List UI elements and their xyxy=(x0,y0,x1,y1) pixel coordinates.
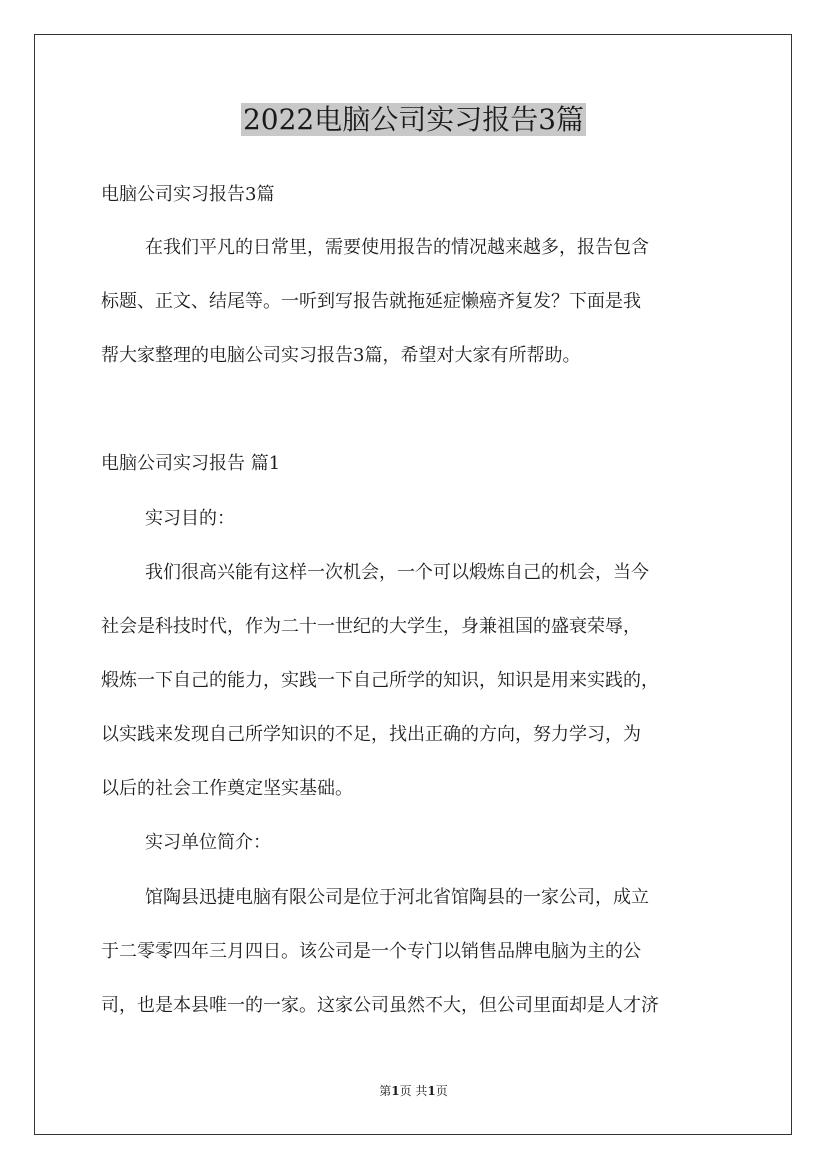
page-footer xyxy=(0,1083,827,1099)
unit-heading: 实习单位简介： xyxy=(145,832,271,853)
unit-line-2: 于二零零四年三月四日。该公司是一个专门以销售品牌电脑为主的公 xyxy=(101,941,641,962)
document-title xyxy=(0,100,827,140)
purpose-line-3: 煅炼一下自己的能力，实践一下自己所学的知识，知识是用来实践的， xyxy=(101,670,659,691)
purpose-heading: 实习目的： xyxy=(145,508,235,529)
purpose-line-1: 我们很高兴能有这样一次机会，一个可以煅炼自己的机会，当今 xyxy=(145,562,649,583)
purpose-line-4: 以实践来发现自己所学知识的不足，找出正确的方向，努力学习，为 xyxy=(101,724,641,745)
intro-line-1: 在我们平凡的日常里，需要使用报告的情况越来越多，报告包含 xyxy=(145,237,649,258)
unit-line-1: 馆陶县迅捷电脑有限公司是位于河北省馆陶县的一家公司，成立 xyxy=(145,887,649,908)
intro-line-2: 标题、正文、结尾等。一听到写报告就拖延症懒癌齐复发？下面是我 xyxy=(101,291,641,312)
footer-suffix: 页 xyxy=(435,1084,448,1098)
unit-line-3: 司，也是本县唯一的一家。这家公司虽然不大，但公司里面却是人才济 xyxy=(101,995,659,1016)
intro-line-3: 帮大家整理的电脑公司实习报告3篇，希望对大家有所帮助。 xyxy=(101,345,581,366)
footer-total-pages: 1 xyxy=(427,1084,436,1098)
purpose-line-5: 以后的社会工作奠定坚实基础。 xyxy=(101,778,353,799)
footer-mid: 页 共 xyxy=(399,1084,428,1098)
section-heading: 电脑公司实习报告 篇1 xyxy=(101,453,281,474)
document-title-text: 2022电脑公司实习报告3篇 xyxy=(242,103,585,136)
footer-prefix: 第 xyxy=(379,1084,392,1098)
document-subtitle: 电脑公司实习报告3篇 xyxy=(101,184,275,205)
footer-current-page: 1 xyxy=(391,1084,400,1098)
purpose-line-2: 社会是科技时代，作为二十一世纪的大学生，身兼祖国的盛衰荣辱， xyxy=(101,616,641,637)
